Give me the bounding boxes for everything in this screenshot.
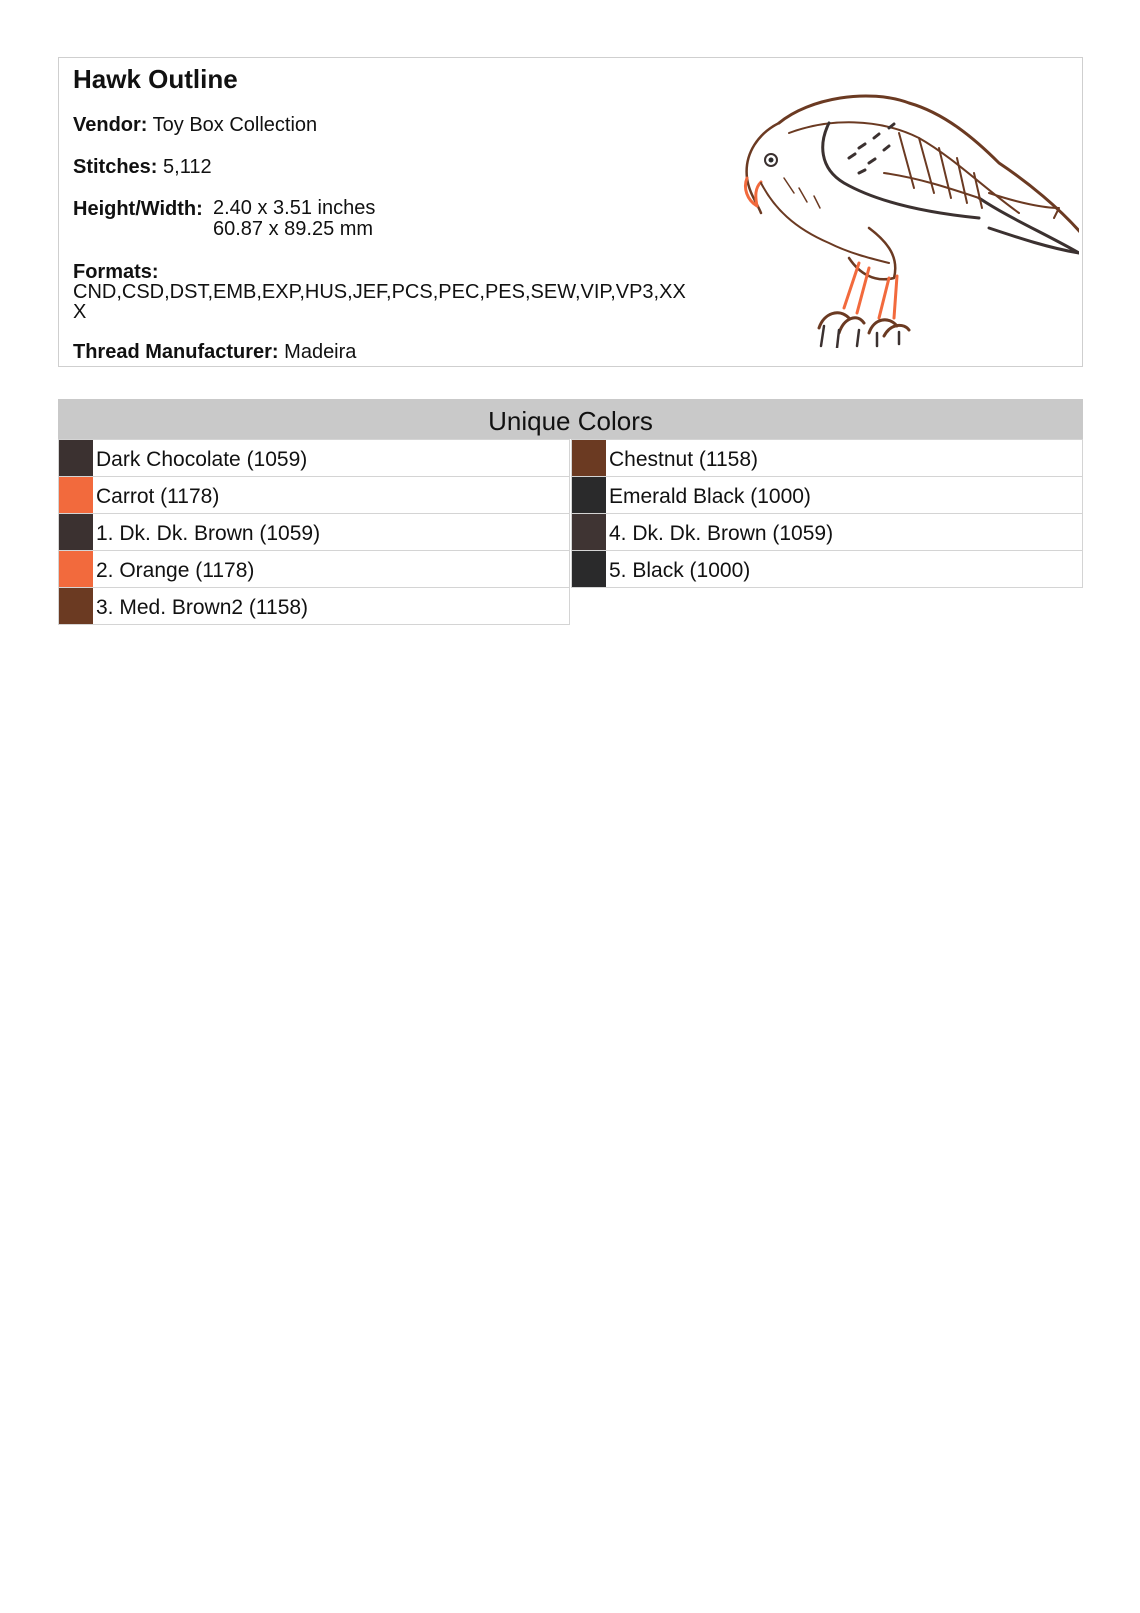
color-name: 1. Dk. Dk. Brown (1059) [96,522,321,545]
color-name: 4. Dk. Dk. Brown (1059) [609,522,834,545]
color-row [58,476,570,514]
color-swatch [59,514,93,550]
vendor-row [73,114,317,136]
color-swatch [59,551,93,587]
color-row [58,439,570,477]
vendor-label: Vendor: [73,114,148,136]
color-swatch [59,588,93,624]
color-swatch [572,514,606,550]
color-name: 3. Med. Brown2 (1158) [96,596,309,619]
design-title: Hawk Outline [73,64,238,94]
color-row [571,513,1083,551]
color-name: Carrot (1178) [96,485,220,508]
color-name: 5. Black (1000) [609,559,751,582]
colors-grid [58,439,1083,634]
unique-colors-header: Unique Colors [58,399,1083,439]
vendor-value: Toy Box Collection [152,114,318,136]
color-swatch [59,440,93,476]
color-row [58,513,570,551]
color-swatch [572,477,606,513]
color-name: 2. Orange (1178) [96,559,255,582]
thread-label: Thread Manufacturer: [73,341,279,363]
design-info-panel [58,57,1083,367]
stitches-row [73,156,212,178]
size-mm: 60.87 x 89.25 mm [213,218,374,240]
color-row [58,550,570,588]
color-row [571,550,1083,588]
formats-row [73,262,693,322]
color-name: Emerald Black (1000) [609,485,811,508]
formats-label: Formats: [73,261,159,283]
thread-value: Madeira [284,341,357,363]
unique-colors-table [58,399,1083,634]
color-row [571,476,1083,514]
size-inches: 2.40 x 3.51 inches [213,197,376,219]
color-swatch [572,440,606,476]
height-width-label: Height/Width: [73,198,203,220]
color-row [571,439,1083,477]
color-swatch [59,477,93,513]
color-name: Chestnut (1158) [609,448,759,471]
stitches-value: 5,112 [163,156,212,178]
color-name: Dark Chocolate (1059) [96,448,308,471]
color-row [58,587,570,625]
height-width-row [73,197,376,240]
stitches-label: Stitches: [73,156,158,178]
thread-row [73,341,356,363]
formats-list: CND,CSD,DST,EMB,EXP,HUS,JEF,PCS,PEC,PES,SEW,VIP,VP3,XXX [73,281,686,323]
color-swatch [572,551,606,587]
hawk-embroidery-image [699,78,1079,348]
